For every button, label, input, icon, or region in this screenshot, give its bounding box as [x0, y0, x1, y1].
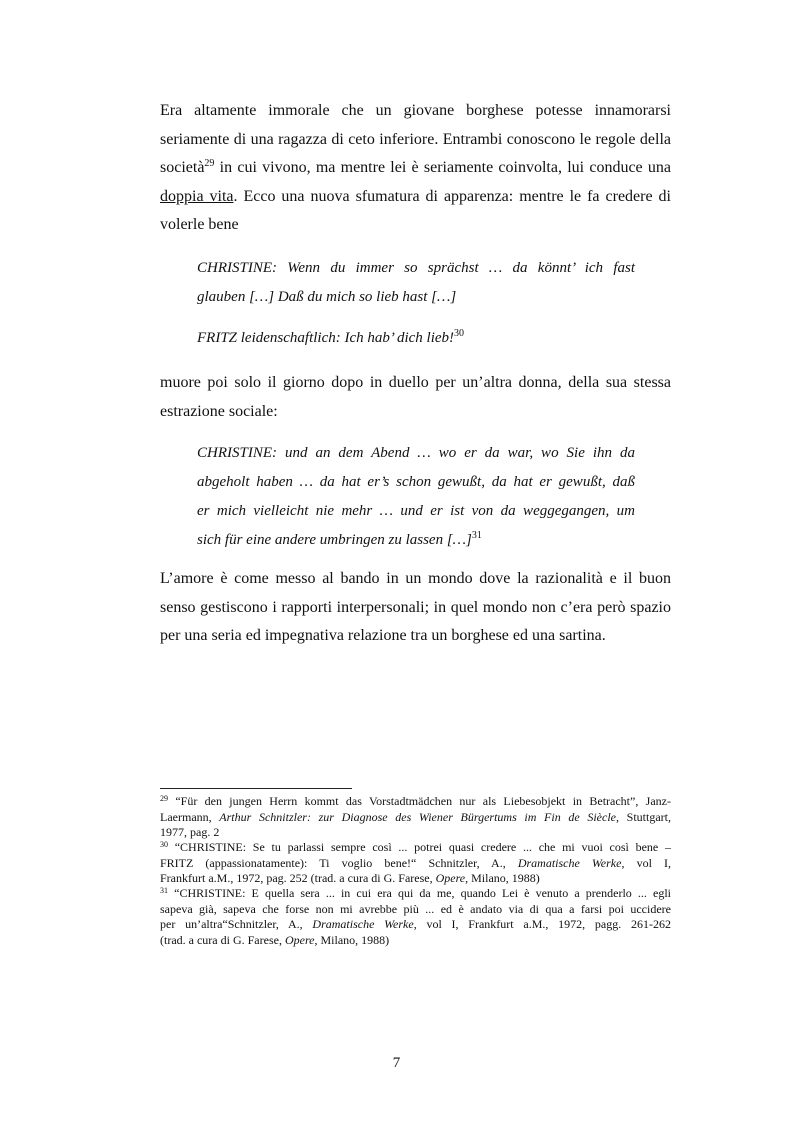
- text-run: per un’altra“Schnitzler, A.,: [160, 917, 313, 931]
- italic-title: Arthur Schnitzler: zur Diagnose des Wiener Bürgertums im Fin de Siècle: [219, 809, 616, 824]
- text-line: volerle bene: [160, 216, 239, 234]
- footnote-line: [160, 871, 671, 887]
- footnote-line: [160, 886, 671, 902]
- text-run: Laermann,: [160, 809, 220, 824]
- text-run: (trad. a cura di G. Farese,: [160, 932, 285, 947]
- footnote-number: 31: [160, 886, 168, 895]
- text-run: FRITZ (appassionatamente): Ti voglio bene!“ Schnitzler, A.,: [160, 855, 518, 870]
- text-run: , vol I,: [621, 855, 671, 870]
- text-run: “CHRISTINE: E quella sera ... in cui era qui da me, quando Lei è venuto a prenderlo ... egli: [168, 886, 671, 900]
- quote-line: abgeholt haben … da hat er’s schon gewußt, da hat er gewußt, daß: [197, 474, 635, 490]
- footnote-number: 30: [160, 840, 168, 849]
- body-paragraph-3: [160, 565, 671, 651]
- quote-line: [197, 324, 635, 353]
- italic-title: Opere: [284, 932, 315, 947]
- text-run: società: [160, 159, 205, 177]
- footnote-31: [160, 886, 671, 948]
- footnote-line: [160, 856, 671, 872]
- footnote-line: [160, 933, 671, 949]
- text-line: L’amore è come messo al bando in un mondo dove la razionalità e il buon: [160, 570, 671, 587]
- footnote-30: [160, 840, 671, 887]
- block-quote-1: [197, 254, 635, 312]
- footnote-ref-30[interactable]: 30: [454, 328, 465, 339]
- text-line: Era altamente immorale che un giovane borghese potesse innamorarsi: [160, 102, 671, 119]
- quote-line: CHRISTINE: und an dem Abend … wo er da war, wo Sie ihn da: [197, 445, 635, 461]
- text-line: per una seria ed impegnativa relazione tra un borghese ed una sartina.: [160, 627, 606, 645]
- text-line: seriamente di una ragazza di ceto inferiore. Entrambi conoscono le regole della: [160, 130, 671, 148]
- text-run: , vol I, Frankfurt a.M., 1972, pagg. 261-262: [413, 917, 671, 931]
- footnote-line: [160, 917, 671, 933]
- underlined-phrase: doppia vita: [160, 187, 234, 205]
- quote-line: CHRISTINE: Wenn du immer so sprächst … da könnt’ ich fast: [197, 260, 635, 276]
- quote-line: glauben […] Daß du mich so lieb hast […]: [197, 289, 457, 305]
- quote-line: er mich vielleicht nie mehr … und er ist von da weggegangen, um: [197, 503, 635, 519]
- text-run: in cui vivono, ma mentre lei è seriamente coinvolta, lui conduce una: [214, 159, 671, 177]
- text-run: , Milano, 1988): [314, 932, 390, 947]
- text-run: . Ecco una nuova sfumatura di apparenza: mentre le fa credere di: [233, 187, 671, 205]
- quote-line: [197, 526, 635, 555]
- italic-title: Dramatische Werke: [517, 855, 622, 870]
- footnote-ref-29[interactable]: 29: [204, 158, 215, 170]
- text-run: , Milano, 1988): [465, 871, 540, 885]
- footnote-29: [160, 794, 671, 841]
- text-line: [160, 154, 671, 183]
- text-run: “CHRISTINE: Se tu parlassi sempre così ... potrei quasi credere ... che mi vuoi così bene –: [168, 840, 671, 854]
- text-line: [160, 183, 671, 212]
- block-quote-3: [197, 439, 635, 555]
- text-run: Frankfurt a.M., 1972, pag. 252 (trad. a cura di G. Farese,: [160, 871, 436, 885]
- text-line: muore poi solo il giorno dopo in duello per un’altra donna, della sua stessa: [160, 374, 671, 391]
- footnote-line: 1977, pag. 2: [160, 825, 220, 839]
- footnote-line: [160, 840, 671, 856]
- italic-title: Dramatische Werke: [312, 917, 414, 931]
- body-paragraph-1: [160, 97, 671, 240]
- italic-title: Opere: [435, 871, 466, 885]
- text-run: , Stuttgart,: [616, 809, 671, 824]
- footnote-line: [160, 810, 671, 826]
- text-line: estrazione sociale:: [160, 402, 278, 420]
- text-run: FRITZ leidenschaftlich: Ich hab’ dich lieb!: [197, 330, 455, 346]
- footnote-separator: [160, 788, 352, 789]
- page-number: 7: [392, 1055, 401, 1071]
- text-run: sich für eine andere umbringen zu lassen […]: [197, 532, 472, 548]
- footnote-ref-31[interactable]: 31: [471, 530, 482, 541]
- text-line: senso gestiscono i rapporti interpersonali; in quel mondo non c’era però spazio: [160, 598, 671, 616]
- text-run: “Für den jungen Herrn kommt das Vorstadtmädchen nur als Liebesobjekt in Betracht”, Janz-: [168, 794, 671, 808]
- footnote-line: sapeva già, sapeva che forse non mi avrebbe più ... ed è andato via di qua a farsi poi uccidere: [160, 901, 671, 916]
- body-paragraph-2: [160, 369, 671, 426]
- block-quote-2: [197, 324, 635, 353]
- footnote-line: [160, 794, 671, 810]
- footnote-number: 29: [160, 794, 168, 803]
